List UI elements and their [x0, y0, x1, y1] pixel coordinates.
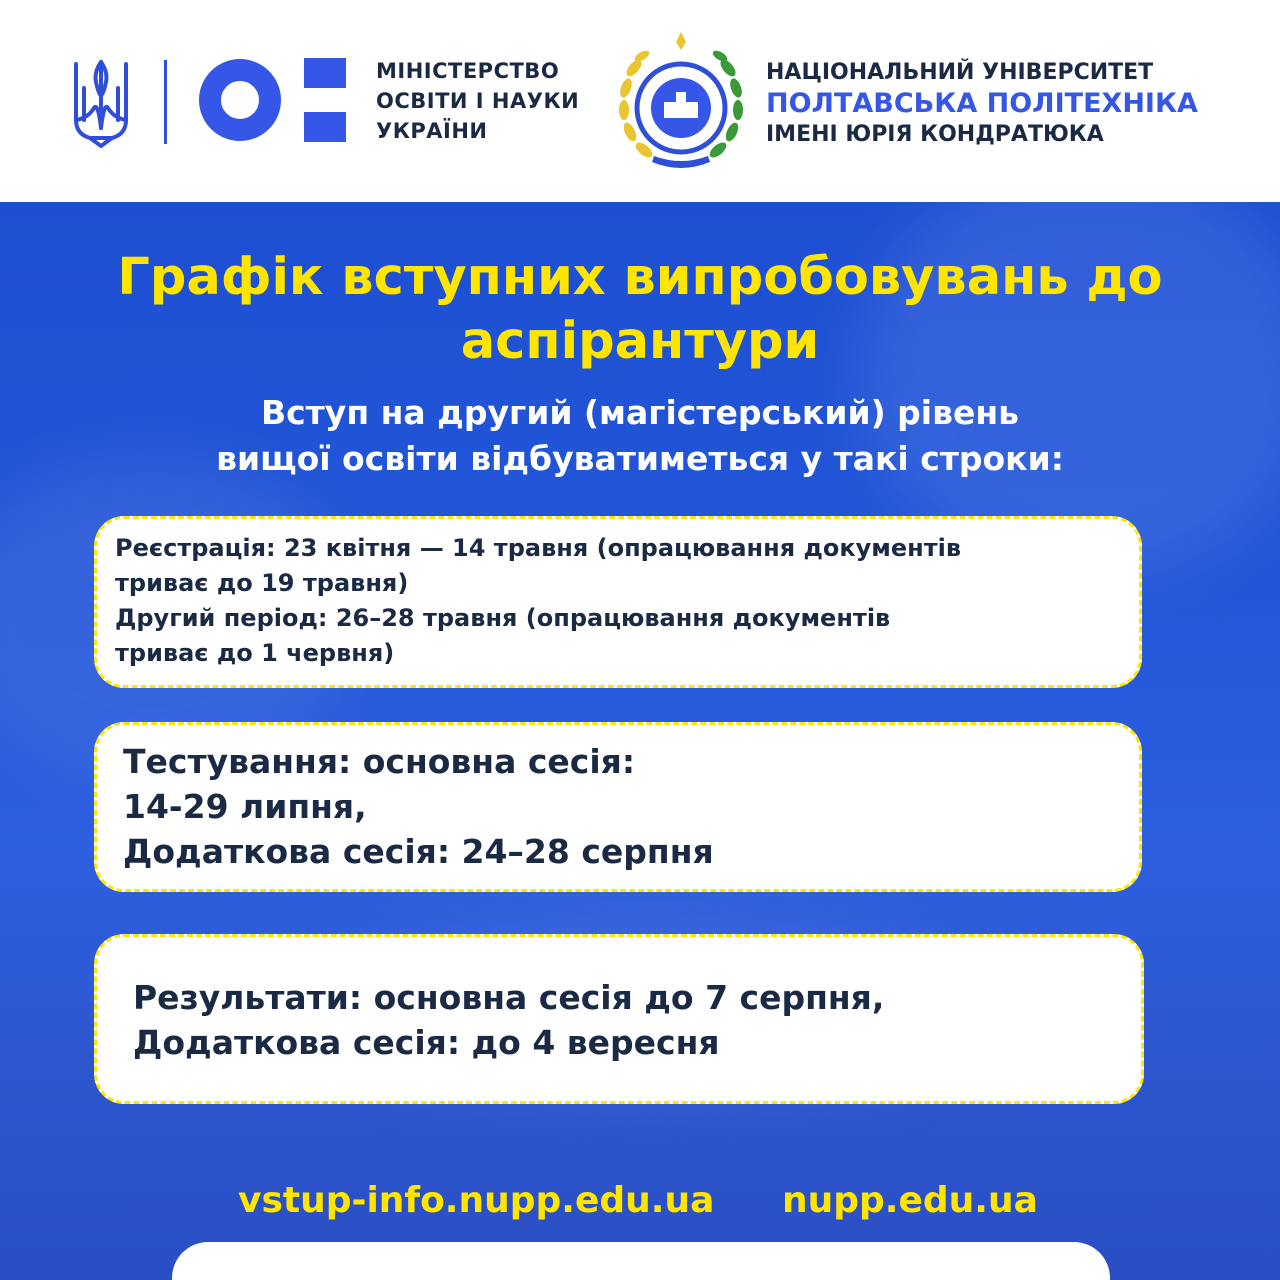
- card-line: Тестування: основна сесія:: [123, 742, 636, 781]
- results-card: [94, 934, 1144, 1104]
- card-line: Додаткова сесія: 24–28 серпня: [123, 832, 714, 871]
- university-site-link[interactable]: nupp.edu.ua: [782, 1180, 1038, 1221]
- card-line: 14-29 липня,: [123, 787, 367, 826]
- ukraine-trident-icon: [70, 58, 132, 150]
- university-emblem-icon: [612, 28, 750, 178]
- card-line: триває до 19 травня): [115, 569, 409, 597]
- card-line: Реєстрація: 23 квітня — 14 травня (опрацювання документів: [115, 534, 962, 562]
- card-line: Другий період: 26–28 травня (опрацювання документів: [115, 604, 891, 632]
- title-line: Графік вступних випробовувань до: [117, 248, 1163, 307]
- ministry-line: ОСВІТИ І НАУКИ: [376, 89, 580, 113]
- bottom-panel: [172, 1242, 1110, 1280]
- university-name: [766, 58, 1198, 150]
- ministry-line: УКРАЇНИ: [376, 119, 488, 143]
- ministry-name: [376, 56, 579, 146]
- ministry-line: МІНІСТЕРСТВО: [376, 59, 560, 83]
- university-line-3: ІМЕНІ ЮРІЯ КОНДРАТЮКА: [766, 122, 1104, 147]
- testing-card: [94, 722, 1142, 892]
- admission-site-link[interactable]: vstup-info.nupp.edu.ua: [238, 1180, 715, 1221]
- subtitle-line: вищої освіти відбуватиметься у такі строки:: [216, 439, 1064, 478]
- header-divider: [164, 60, 167, 144]
- title-line: аспірантури: [460, 312, 820, 371]
- card-line: Результати: основна сесія до 7 серпня,: [133, 978, 885, 1017]
- main-banner: [0, 202, 1280, 1280]
- header: [0, 0, 1280, 202]
- card-line: триває до 1 червня): [115, 639, 395, 667]
- page-subtitle: [0, 390, 1280, 482]
- mon-logo-icon: [198, 58, 348, 142]
- university-line-1: НАЦІОНАЛЬНИЙ УНІВЕРСИТЕТ: [766, 60, 1154, 85]
- subtitle-line: Вступ на другий (магістерський) рівень: [260, 393, 1020, 432]
- university-line-2: ПОЛТАВСЬКА ПОЛІТЕХНІКА: [766, 88, 1198, 119]
- card-line: Додаткова сесія: до 4 вересня: [133, 1023, 720, 1062]
- registration-card: [94, 516, 1142, 688]
- page-title: [0, 246, 1280, 374]
